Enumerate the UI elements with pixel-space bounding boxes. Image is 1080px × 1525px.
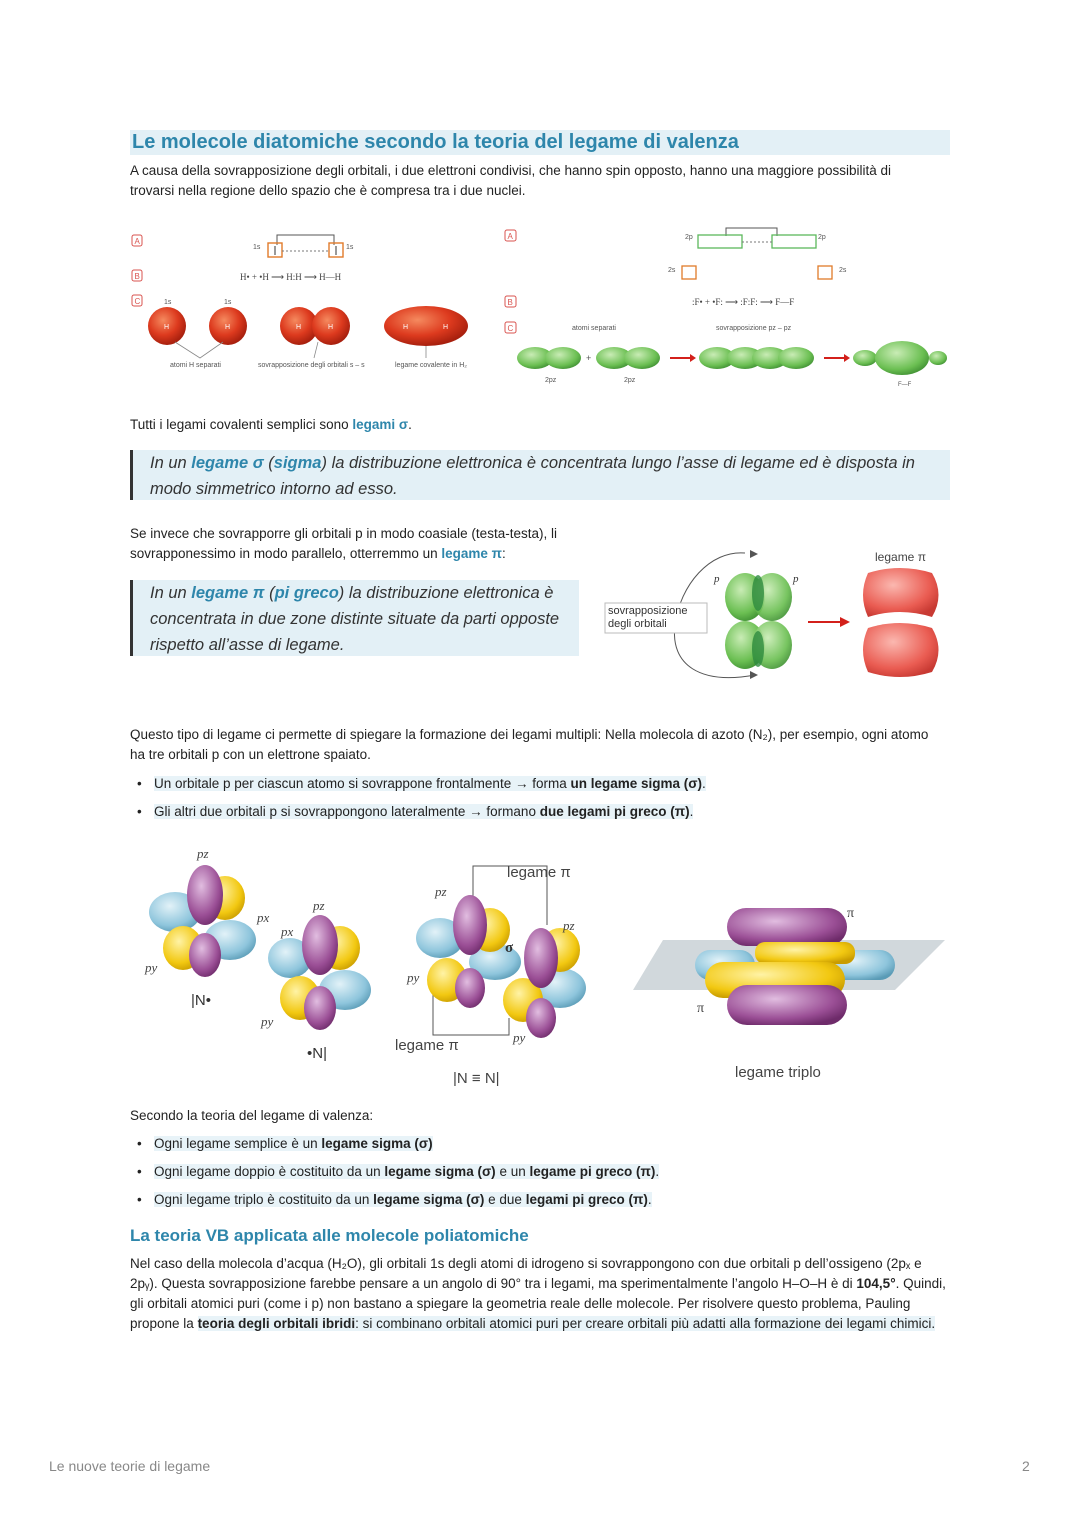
legame-pi-top-label: legame π <box>507 864 571 881</box>
f-p-orbital-2 <box>596 347 660 369</box>
h2-bond-figure <box>128 222 478 372</box>
water-paragraph: Nel caso della molecola d’acqua (H₂O), gli orbitali 1s degli atomi di idrogeno si sovrappongono con due orbitali p dell’ossigeno (2pₓ e 2pᵧ). Questa sovrapposizione farebbe pensare a un angolo di 90° tra i legami, ma sperimentalmente l’angolo H–O–H è di 104,5°. Quindi, gli orbitali atomici puri (come i p) non bastano a spiegare la geometria reale delle molecole. Per risolvere questo problema, Pauling propone la teoria degli orbitali ibridi: si combinano orbitali atomici puri per creare orbitali più adatti alla formazione dei legami chimici. <box>130 1256 946 1331</box>
section-title: Le molecole diatomiche secondo la teoria del legame di valenza <box>130 130 950 155</box>
svg-text:+: + <box>586 353 592 363</box>
svg-text:π: π <box>697 1001 705 1016</box>
svg-text:sovrapposizione degli orbitali: sovrapposizione degli orbitali s – s <box>258 362 365 369</box>
legame-pi-bottom-label: legame π <box>395 1037 459 1054</box>
f2-equation: :F• + •F: ⟶ :F:F: ⟶ F—F <box>692 297 795 307</box>
multiple-bonds-paragraph: Questo tipo di legame ci permette di spiegare la formazione dei legami multipli: Nella molecola di azoto (N₂), per esempio, ogni atomo ha tre orbitali p con un elettrone spaiato. <box>130 727 929 762</box>
svg-text:1s: 1s <box>253 244 261 251</box>
svg-text:p: p <box>714 573 720 585</box>
intro-paragraph: A causa della sovrapposizione degli orbitali, i due elettroni condivisi, che hanno spin opposto, hanno una maggiore possibilità di trovarsi nella regione dello spazio che è compresa tra i due nuclei. <box>130 163 891 198</box>
sigma-label: σ <box>505 940 514 956</box>
label-a <box>505 230 516 241</box>
footer-title: Le nuove teorie di legame <box>49 1458 211 1474</box>
svg-text:px: px <box>281 924 294 939</box>
pi-definition-quote: In un legame π (pi greco) la distribuzione elettronica è concentrata in due zone distinte situate da parti opposte rispetto all’asse di legame. <box>130 580 579 656</box>
legami-sigma-link: legami σ <box>352 417 409 432</box>
vb-bullet-list <box>130 1134 930 1218</box>
legame-pi-label: legame π <box>875 550 926 564</box>
vb-intro: Secondo la teoria del legame di valenza: <box>130 1108 374 1123</box>
svg-text:2s: 2s <box>668 267 676 274</box>
svg-text:H: H <box>443 324 449 331</box>
svg-text:F—F: F—F <box>898 382 912 388</box>
n2-bullet-list <box>130 774 930 830</box>
list-item: • Ogni legame semplice è un legame sigma (σ) <box>130 1134 930 1154</box>
list-item: • Ogni legame triplo è costituito da un legame sigma (σ) e due legami pi greco (π). <box>130 1190 930 1210</box>
f-2s-box-left <box>682 266 696 279</box>
f-2p-box-right <box>772 235 816 248</box>
svg-text:2pz: 2pz <box>545 377 557 384</box>
svg-text:p: p <box>793 573 799 585</box>
svg-text:π: π <box>847 906 855 921</box>
triple-bond-caption: legame triplo <box>735 1064 821 1081</box>
svg-text:py: py <box>407 970 420 985</box>
list-item: • Un orbitale p per ciascun atomo si sovrappone frontalmente → forma un legame sigma (σ). <box>130 774 930 794</box>
label-c <box>505 322 516 333</box>
f-2s-box-right <box>818 266 832 279</box>
svg-text:B: B <box>507 298 513 307</box>
svg-text:H: H <box>164 324 170 331</box>
svg-text:pz: pz <box>563 918 575 933</box>
triple-bond-orbitals <box>633 908 945 1025</box>
label-b <box>132 270 142 281</box>
f2-bond-figure <box>502 222 950 392</box>
h2-equation: H• + •H ⟶ H:H ⟶ H—H <box>240 272 342 282</box>
overlap-label: sovrapposizione degli orbitali <box>608 605 688 630</box>
f-2p-box-left <box>698 235 742 248</box>
svg-text:pz: pz <box>197 846 209 861</box>
svg-text:2p: 2p <box>685 234 693 241</box>
svg-text:sovrapposizione pz – pz: sovrapposizione pz – pz <box>716 325 792 332</box>
svg-text:pz: pz <box>313 898 325 913</box>
svg-text:1s: 1s <box>164 299 172 306</box>
svg-text:H: H <box>403 324 409 331</box>
page-number: 2 <box>1022 1458 1030 1474</box>
f-p-orbital-1 <box>517 347 581 369</box>
svg-text:A: A <box>134 237 140 246</box>
n-right-label: •N| <box>307 1045 327 1062</box>
n2-formula: |N ≡ N| <box>453 1070 500 1087</box>
sigma-sentence: Tutti i legami covalenti semplici sono legami σ. <box>130 417 412 432</box>
pi-bond-figure <box>600 545 950 695</box>
svg-text:legame covalente in H₂: legame covalente in H₂ <box>395 362 467 369</box>
svg-text:2p: 2p <box>818 234 826 241</box>
svg-text:pz: pz <box>435 884 447 899</box>
n-left-label: |N• <box>191 992 211 1009</box>
pi-intro-paragraph: Se invece che sovrapporre gli orbitali p in modo coasiale (testa-testa), li sovrapponessimo in modo parallelo, otterremmo un legame π: <box>130 526 557 561</box>
f2-sigma-bond <box>853 341 947 375</box>
svg-text:1s: 1s <box>224 299 232 306</box>
n-atom-left <box>149 865 256 977</box>
svg-text:2pz: 2pz <box>624 377 636 384</box>
label-b <box>505 296 516 307</box>
svg-text:H: H <box>225 324 231 331</box>
poliatomic-heading: La teoria VB applicata alle molecole poliatomiche <box>130 1226 529 1245</box>
svg-text:atomi H separati: atomi H separati <box>170 362 221 369</box>
svg-text:2s: 2s <box>839 267 847 274</box>
svg-text:H: H <box>328 324 334 331</box>
n2-orbital-figure <box>135 840 950 1090</box>
svg-text:py: py <box>261 1014 274 1029</box>
label-a <box>132 235 142 246</box>
svg-text:atomi separati: atomi separati <box>572 325 616 332</box>
n2-overlap <box>416 895 586 1038</box>
list-item: • Gli altri due orbitali p si sovrappongono lateralmente → formano due legami pi greco (π). <box>130 802 930 822</box>
pi-bond-lobes <box>863 568 939 677</box>
svg-text:px: px <box>257 910 270 925</box>
svg-text:H: H <box>296 324 302 331</box>
svg-text:C: C <box>134 297 141 306</box>
svg-text:B: B <box>134 272 140 281</box>
svg-text:1s: 1s <box>346 244 354 251</box>
sigma-definition-quote: In un legame σ (sigma) la distribuzione elettronica è concentrata lungo l’asse di legame ed è disposta in modo simmetrico intorno ad esso. <box>130 450 950 500</box>
svg-text:py: py <box>145 960 158 975</box>
svg-text:py: py <box>513 1030 526 1045</box>
f-p-overlap <box>699 347 814 369</box>
svg-text:C: C <box>507 324 514 333</box>
label-c <box>132 295 142 306</box>
h2-molecule <box>384 306 468 346</box>
svg-text:A: A <box>507 232 513 241</box>
list-item: • Ogni legame doppio è costituito da un legame sigma (σ) e un legame pi greco (π). <box>130 1162 930 1182</box>
